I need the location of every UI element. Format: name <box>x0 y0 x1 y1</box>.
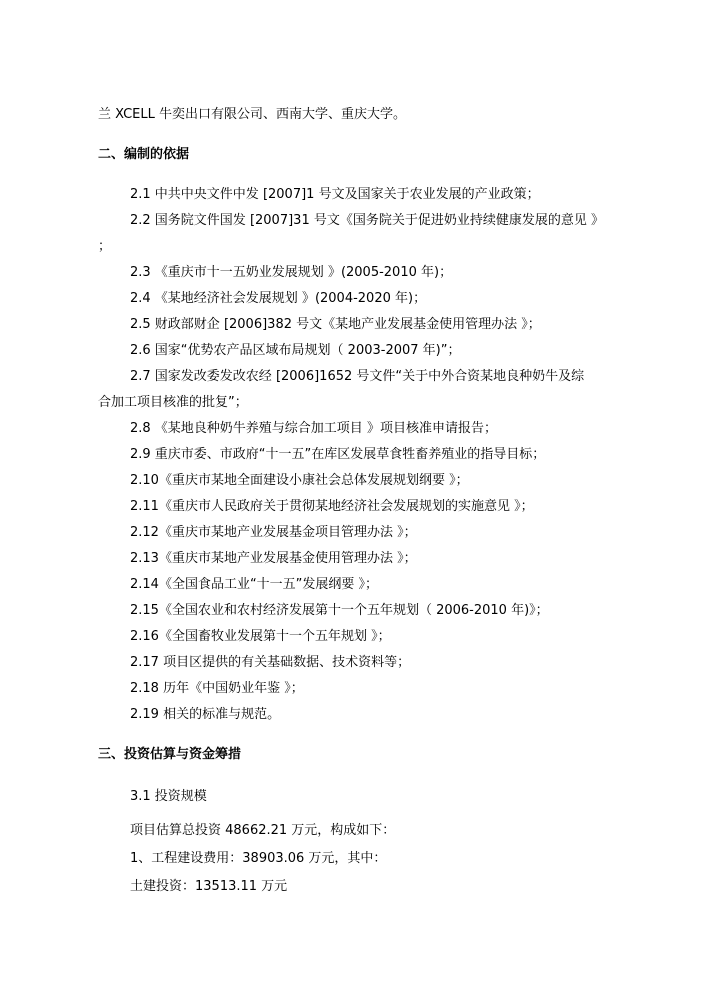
basis-item: 2.7 国家发改委发改农经 [2006]1652 号文件“关于中外合资某地良种奶牛及综 <box>130 369 585 384</box>
basis-item: 2.13《重庆市某地产业发展基金使用管理办法 》； <box>130 551 417 566</box>
basis-item: 2.2 国务院文件国发 [2007]31 号文《国务院关于促进奶业持续健康发展的意见 》 <box>130 213 604 228</box>
basis-item: 2.6 国家“优势农产品区域布局规划（ 2003-2007 年)”； <box>130 343 461 358</box>
basis-item: 2.12《重庆市某地产业发展基金项目管理办法 》； <box>130 525 417 540</box>
section-3-heading: 三、投资估算与资金筹措 <box>98 747 242 762</box>
investment-line: 1、工程建设费用：38903.06 万元，其中： <box>130 851 387 866</box>
basis-item: 2.15《全国农业和农村经济发展第十一个五年规划（ 2006-2010 年)》； <box>130 603 549 618</box>
subsection-heading: 3.1 投资规模 <box>130 789 207 804</box>
investment-line: 项目估算总投资 48662.21 万元，构成如下： <box>130 823 396 838</box>
basis-item: 2.16《全国畜牧业发展第十一个五年规划 》； <box>130 629 391 644</box>
basis-item-continuation: ； <box>98 239 112 254</box>
investment-line: 土建投资：13513.11 万元 <box>130 879 288 894</box>
basis-item-continuation: 合加工项目核准的批复”； <box>98 395 248 410</box>
section-2-heading: 二、编制的依据 <box>98 147 190 162</box>
basis-item: 2.11《重庆市人民政府关于贯彻某地经济社会发展规划的实施意见 》； <box>130 499 534 514</box>
basis-item: 2.1 中共中央文件中发 [2007]1 号文及国家关于农业发展的产业政策； <box>130 187 540 202</box>
basis-item: 2.19 相关的标准与规范。 <box>130 707 281 722</box>
basis-item: 2.9 重庆市委、市政府“十一五”在库区发展草食牲畜养殖业的指导目标； <box>130 447 546 462</box>
basis-item: 2.8 《某地良种奶牛养殖与综合加工项目 》项目核准申请报告； <box>130 421 497 436</box>
basis-item: 2.5 财政部财企 [2006]382 号文《某地产业发展基金使用管理办法 》； <box>130 317 541 332</box>
basis-item: 2.18 历年《中国奶业年鉴 》； <box>130 681 304 696</box>
basis-item: 2.4 《某地经济社会发展规划 》(2004-2020 年)； <box>130 291 427 306</box>
basis-item: 2.3 《重庆市十一五奶业发展规划 》(2005-2010 年)； <box>130 265 453 280</box>
basis-item: 2.14《全国食品工业“十一五”发展纲要 》； <box>130 577 379 592</box>
intro-line: 兰 XCELL 牛奕出口有限公司、西南大学、重庆大学。 <box>98 107 407 122</box>
basis-item: 2.17 项目区提供的有关基础数据、技术资料等； <box>130 655 411 670</box>
basis-item: 2.10《重庆市某地全面建设小康社会总体发展规划纲要 》； <box>130 473 469 488</box>
